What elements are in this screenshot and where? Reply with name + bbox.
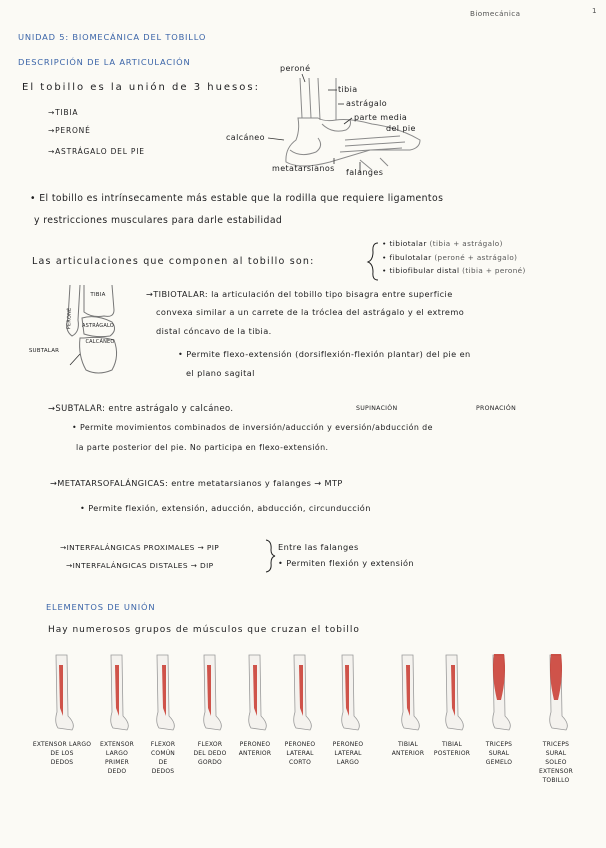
muscle-label-line: TIBIAL	[442, 741, 462, 748]
subtalar-supinacion-label: SUPINACIÓN	[356, 405, 398, 412]
subject-header: Biomecánica	[470, 9, 521, 18]
muscle-label-line: PRIMER	[105, 759, 129, 766]
muscle-label-line: GEMELO	[485, 759, 513, 766]
subtalar-bullet-2: la parte posterior del pie. No participa en flexo-extensión.	[76, 443, 329, 452]
foot-label-del-pie: del pie	[386, 124, 416, 133]
muscle-label-line: TIBIAL	[398, 741, 418, 748]
articulations-sentence: Las articulaciones que componen al tobillo son:	[32, 256, 315, 267]
bone-item: →ASTRÁGALO DEL PIE	[48, 147, 145, 156]
ankle-label-calcaneo: CALCÁNEO	[85, 339, 115, 345]
muscle-illustration	[402, 655, 420, 730]
muscle-label-line: FLEXOR	[150, 741, 176, 748]
metatarso-bullet-1: • Permite flexión, extensión, aducción, abducción, circunducción	[80, 503, 371, 513]
interfalangicas-note-1: Entre las falanges	[278, 542, 359, 552]
tibiotalar-bullet-1: • Permite flexo-extensión (dorsiflexión-flexión plantar) del pie en	[178, 349, 471, 359]
muscle-label-line: CORTO	[288, 759, 312, 766]
interfalangicas-proximales: →INTERFALÁNGICAS PROXIMALES → PIP	[60, 543, 220, 552]
muscle-illustration	[294, 655, 312, 730]
tibiotalar-line-1: →TIBIOTALAR: la articulación del tobillo tipo bisagra entre superficie	[146, 289, 453, 299]
bone-item: →TIBIA	[48, 108, 79, 117]
muscle-label-line: ANTERIOR	[391, 750, 425, 757]
interfalangicas-distales: →INTERFALÁNGICAS DISTALES → DIP	[66, 561, 214, 570]
intro-sentence: El tobillo es la unión de 3 huesos:	[22, 82, 260, 93]
muscle-illustration	[111, 655, 129, 730]
muscle-label-line: TRICEPS	[542, 741, 570, 748]
foot-label-astragalo: astrágalo	[346, 99, 388, 108]
muscle-label-line: LARGO	[336, 759, 360, 766]
interfalangicas-note-2: • Permiten flexión y extensión	[278, 558, 414, 568]
muscle-label-line: COMÚN	[151, 750, 175, 757]
metatarso-line-1: →METATARSOFALÁNGICAS: entre metatarsianos y falanges → MTP	[50, 478, 343, 488]
page-number: 1	[592, 6, 597, 15]
muscle-label-line: FLEXOR	[197, 741, 223, 748]
articulation-item-fibulotalar: • fibulotalar (peroné + astrágalo)	[382, 253, 518, 262]
tibiotalar-line-3: distal cóncavo de la tibia.	[156, 326, 272, 336]
muscle-label-line: SOLEO	[545, 759, 567, 766]
muscle-illustration	[342, 655, 360, 730]
foot-label-falanges: falanges	[346, 168, 384, 177]
unit-title: UNIDAD 5: BIOMECÁNICA DEL TOBILLO	[18, 32, 207, 42]
muscle-label-line: EXTENSOR	[99, 741, 135, 748]
muscle-label	[469, 740, 529, 767]
articulation-item-tibiofibular: • tibiofibular distal (tibia + peroné)	[382, 266, 526, 275]
muscle-illustration	[446, 655, 464, 730]
muscle-label-line: TRICEPS	[485, 741, 513, 748]
subtalar-pronacion-label: PRONACIÓN	[476, 405, 516, 412]
muscle-label-line: PERONEO	[239, 741, 271, 748]
muscles-intro: Hay numerosos grupos de músculos que cruzan el tobillo	[48, 625, 360, 635]
foot-label-parte-media: parte media	[354, 113, 408, 122]
muscle-label-line: PERONEO	[332, 741, 364, 748]
tibiotalar-bullet-2: el plano sagital	[186, 368, 255, 378]
muscle-label-line: SURAL	[545, 750, 567, 757]
muscle-label-line: TOBILLO	[542, 777, 570, 784]
muscle-label-line: SURAL	[488, 750, 510, 757]
muscle-label-line: DEDO	[107, 768, 127, 775]
muscle-label-line: POSTERIOR	[433, 750, 471, 757]
muscle-label-line: ANTERIOR	[238, 750, 272, 757]
muscle-label-line: DE LOS	[50, 750, 74, 757]
muscle-label-line: DEDOS	[50, 759, 74, 766]
muscle-label-line: DEL DEDO	[193, 750, 227, 757]
section-title-elements: ELEMENTOS DE UNIÓN	[46, 602, 156, 612]
muscle-label-line: LARGO	[105, 750, 129, 757]
muscle-illustration	[157, 655, 175, 730]
muscle-illustration	[550, 654, 568, 730]
subtalar-line-1: →SUBTALAR: entre astrágalo y calcáneo.	[48, 403, 234, 413]
muscle-label-line: GORDO	[198, 759, 222, 766]
muscle-illustration	[204, 655, 222, 730]
ankle-label-subtalar: SUBTALAR	[28, 348, 60, 354]
muscle-label-line: LATERAL	[286, 750, 314, 757]
muscle-illustration	[493, 654, 511, 730]
muscle-illustration	[56, 655, 74, 730]
muscle-label-line: DE	[158, 759, 168, 766]
tibiotalar-line-2: convexa similar a un carrete de la tróclea del astrágalo y el extremo	[156, 307, 465, 317]
muscle-label-line: EXTENSOR LARGO	[32, 741, 92, 748]
muscle-label-line: EXTENSOR	[538, 768, 574, 775]
foot-label-metatarsianos: metatarsianos	[272, 164, 335, 173]
articulation-item-tibiotalar: • tibiotalar (tibia + astrágalo)	[382, 239, 503, 248]
muscle-label	[318, 740, 378, 767]
ankle-label-tibia: TIBIA	[90, 292, 106, 298]
muscle-label-line: DEDOS	[151, 768, 175, 775]
ankle-label-astragalo: ASTRÁGALO	[82, 323, 114, 329]
section-title-description: DESCRIPCIÓN DE LA ARTICULACIÓN	[18, 57, 191, 67]
foot-label-tibia: tibia	[338, 85, 358, 94]
stability-line-2: y restricciones musculares para darle estabilidad	[34, 215, 283, 226]
foot-label-calcaneo: calcáneo	[226, 133, 265, 142]
stability-line-1: • El tobillo es intrínsecamente más estable que la rodilla que requiere ligamentos	[30, 193, 444, 204]
muscle-label	[526, 740, 586, 785]
muscle-label-line: LATERAL	[334, 750, 362, 757]
bone-item: →PERONÉ	[48, 126, 91, 135]
subtalar-bullet-1: • Permite movimientos combinados de inversión/aducción y eversión/abducción de	[72, 423, 433, 432]
ankle-label-perone: PERONÉ	[66, 307, 73, 330]
foot-label-perone: peroné	[280, 64, 311, 73]
muscle-illustration	[249, 655, 267, 730]
muscle-label	[32, 740, 92, 767]
muscle-label-line: PERONEO	[284, 741, 316, 748]
